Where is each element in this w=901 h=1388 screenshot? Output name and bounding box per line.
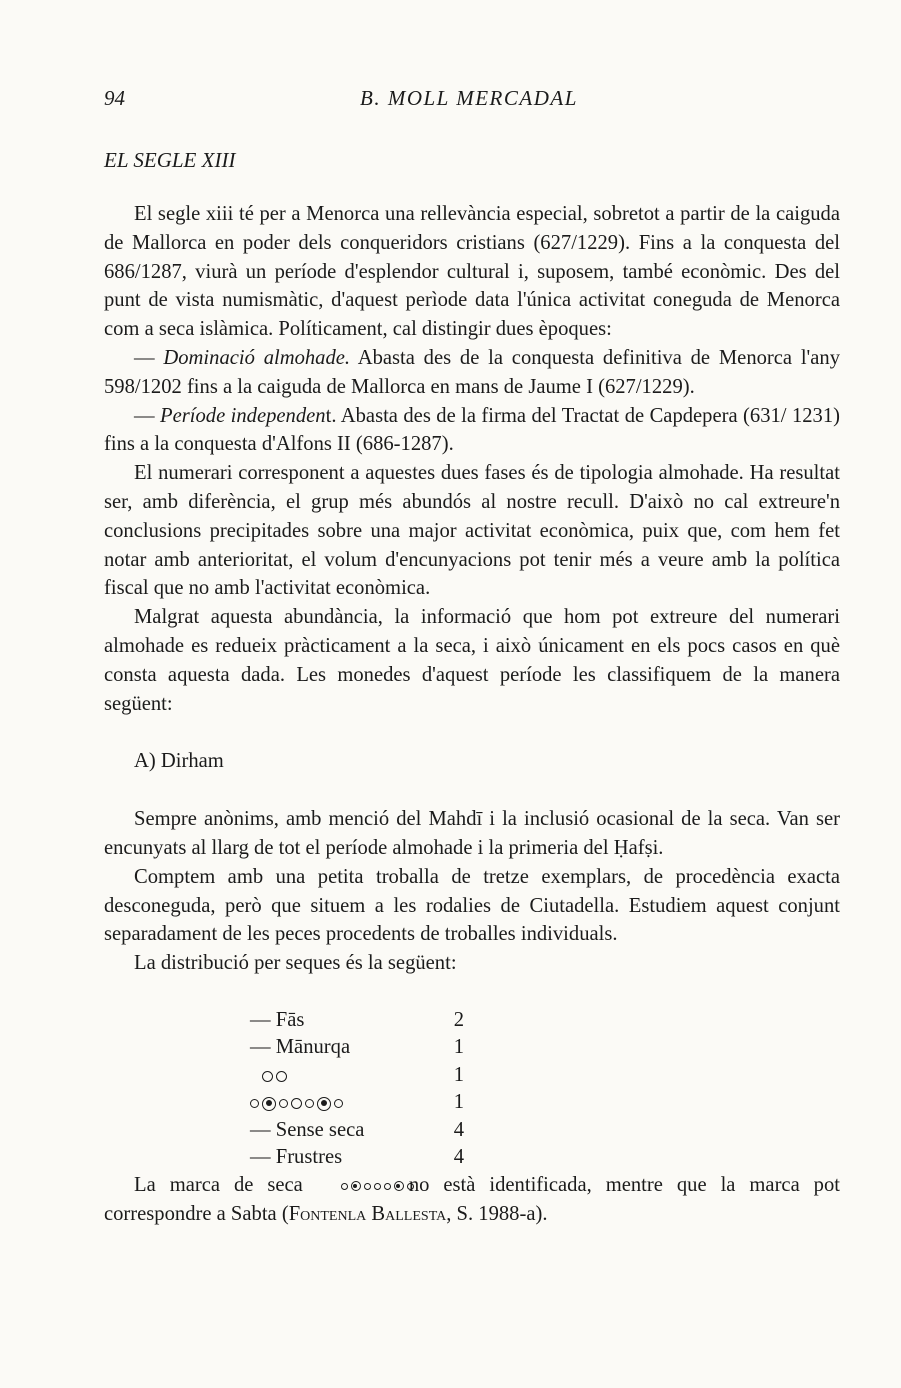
mint-label: — Frustres [250, 1146, 343, 1169]
section-title: EL SEGLE XIII [104, 148, 236, 172]
paragraph-numerari: El numerari corresponent a aquestes dues fases és de tipologia almohade. Ha resultat ser, amb diferència, el grup més abundós al nostre recull. D'això no cal extreure'n conclusions precipitades sobre una major activitat econòmica, puix que, com hem fet notar amb anterioritat, el volum d'encunyacions pot tenir més a veure amb la política fiscal que no amb l'activitat econòmica. [104, 462, 840, 600]
mint-count: 4 [453, 1118, 464, 1141]
mint-label: — Sense seca [250, 1118, 365, 1141]
mint-mark-icon [250, 1097, 343, 1111]
running-head: B. MOLL MERCADAL [360, 86, 578, 110]
paragraph-marca-seca: La marca de seca no està identificada, mentre que la marca pot correspondre a Sabta (Fontenla Ballesta, S. 1988-a). [104, 1173, 840, 1225]
term-periode-independent: Període independen [160, 404, 326, 427]
mint-count: 4 [453, 1146, 464, 1169]
paragraph-almohad-period: — Dominació almohade. Abasta des de la conquesta definitiva de Menorca l'any 598/1202 fins a la caiguda de Mallorca en mans de Jaume I (627/1229). [104, 346, 841, 398]
table-row [250, 1033, 840, 1061]
page-header [104, 86, 804, 116]
paragraph-distribucio: La distribució per seques és la següent: [134, 952, 457, 975]
paragraph-independent-period: — Període independent. Abasta des de la firma del Tractat de Capdepera (631/ 1231) fins a la conquesta d'Alfons II (686-1287). [104, 404, 841, 456]
subheading-dirham: A) Dirham [134, 750, 224, 773]
paragraph-troballa: Comptem amb una petita troballa de tretze exemplars, de procedència exacta desconeguda, però que situem a les rodalies de Ciutadella. Estudiem aquest conjunt separadament de les peces procedents de troballes individuals. [104, 865, 840, 946]
body-text [104, 200, 840, 1229]
table-row [250, 1061, 840, 1089]
table-row [250, 1143, 840, 1171]
table-row [250, 1006, 840, 1034]
mint-mark-glyph-a [250, 1061, 444, 1089]
paragraph-intro: El segle xiii té per a Menorca una rellevància especial, sobretot a partir de la caiguda de Mallorca en poder dels conqueridors cristians (627/1229). Fins a la conquesta del 686/1287, viurà un període d'esplendor cultural i, suposem, també econòmic. Des del punt de vista numismàtic, d'aquest perìode data l'única activitat coneguda de Menorca com a seca islàmica. Políticament, cal distingir dues èpoques: [104, 203, 840, 341]
table-row [250, 1088, 840, 1116]
term-dominacio-almohade: Dominació almohade. [163, 346, 351, 369]
table-row [250, 1116, 840, 1144]
mint-label: — Mānurqa [250, 1036, 351, 1059]
paragraph-malgrat: Malgrat aquesta abundància, la informació que hom pot extreure del numerari almohade es redueix pràcticament a la seca, i això únicament en els pocs casos en què consta aquesta dada. Les monedes d'aquest període les classifiquem de la manera següent: [104, 606, 840, 715]
mint-count: 1 [453, 1063, 464, 1086]
mint-mark-glyph-b [250, 1088, 444, 1116]
mint-mark-inline-icon [341, 1181, 414, 1191]
mint-mark-icon [262, 1071, 287, 1082]
paragraph-sempre: Sempre anònims, amb menció del Mahdī i la inclusió ocasional de la seca. Van ser encunyats al llarg de tot el període almohade i la primeria del Ḥafṣi. [104, 808, 840, 859]
mint-count: 1 [453, 1036, 464, 1059]
mint-count: 1 [453, 1091, 464, 1114]
mint-label: — Fās [250, 1008, 305, 1031]
mint-count: 2 [453, 1008, 464, 1031]
mint-distribution-table [250, 1006, 840, 1171]
page-number: 94 [104, 86, 125, 110]
author-reference: Fontenla Ballesta [288, 1202, 447, 1225]
